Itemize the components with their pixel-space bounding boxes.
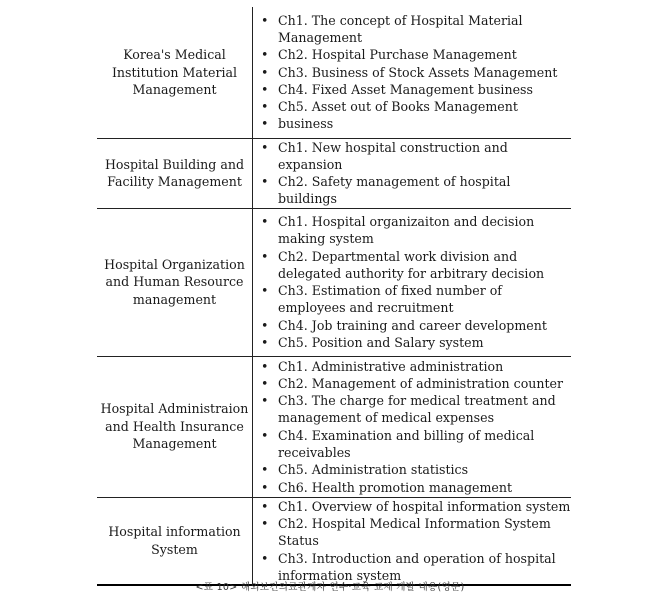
category-label: Hospital Organization and Human Resource management xyxy=(104,256,245,307)
bullet-icon: • xyxy=(261,139,269,155)
bullet-icon: • xyxy=(261,214,269,229)
table-row xyxy=(97,138,571,208)
chapter-text: Ch4. Fixed Asset Management business xyxy=(278,81,533,97)
bullet-icon: • xyxy=(261,174,269,190)
bullet-icon: • xyxy=(261,64,269,80)
chapter-text: Ch2. Hospital Purchase Management xyxy=(278,47,517,63)
category-cell xyxy=(97,208,253,356)
chapter-text: Ch1. Hospital organizaiton and decision making system xyxy=(278,214,535,247)
bullet-icon: • xyxy=(261,335,269,351)
chapters-cell xyxy=(253,208,572,356)
bullet-icon: • xyxy=(261,116,269,132)
chapter-text: Ch3. Introduction and operation of hospital information system xyxy=(278,550,556,583)
bullet-icon: • xyxy=(261,479,269,495)
chapter-text: Ch3. Business of Stock Assets Management xyxy=(278,64,558,80)
chapter-item xyxy=(261,427,571,462)
table-caption: <표 10> 해외보건의료관계자 연수·교육 교재 개발 내용(영문) xyxy=(195,582,465,593)
category-label: Hospital information System xyxy=(108,524,241,557)
chapter-text: Ch3. Estimation of fixed number of employees and recruitment xyxy=(278,283,502,316)
bullet-icon: • xyxy=(261,99,269,115)
bullet-icon: • xyxy=(261,248,269,264)
chapter-text: business xyxy=(278,116,334,132)
bullet-icon: • xyxy=(261,498,269,514)
chapter-text: Ch3. The charge for medical treatment and management of medical expenses xyxy=(278,393,556,426)
category-cell xyxy=(97,356,253,497)
chapter-item xyxy=(261,515,571,550)
chapter-text: Ch4. Examination and billing of medical receivables xyxy=(278,427,535,460)
bullet-icon: • xyxy=(261,47,269,63)
chapter-text: Ch2. Safety management of hospital buildings xyxy=(278,174,511,207)
chapter-text: Ch1. Administrative administration xyxy=(278,358,504,374)
bullet-icon: • xyxy=(261,358,269,374)
chapter-item xyxy=(261,498,571,515)
category-label: Korea's Medical Institution Material Management xyxy=(111,47,238,97)
bullet-icon: • xyxy=(261,375,269,391)
chapter-item xyxy=(261,98,571,115)
bullet-icon: • xyxy=(261,550,269,566)
chapter-item xyxy=(261,64,571,81)
chapters-cell xyxy=(253,356,572,497)
chapter-item xyxy=(261,46,571,63)
curriculum-table-container xyxy=(97,7,571,586)
category-label: Hospital Building and Facility Management xyxy=(104,156,245,190)
chapter-text: Ch1. The concept of Hospital Material Management xyxy=(278,12,523,45)
chapter-text: Ch6. Health promotion management xyxy=(278,479,513,495)
chapter-item xyxy=(261,334,571,351)
chapter-text: Ch4. Job training and career development xyxy=(278,317,547,333)
table-row xyxy=(97,7,571,138)
chapter-item xyxy=(261,12,571,47)
table-row xyxy=(97,208,571,356)
category-cell xyxy=(97,497,253,585)
chapter-item xyxy=(261,358,571,375)
category-label: Hospital Administraion and Health Insurance Management xyxy=(100,401,249,452)
bullet-icon: • xyxy=(261,462,269,478)
table-row xyxy=(97,497,571,585)
chapter-text: Ch5. Asset out of Books Management xyxy=(278,99,518,115)
curriculum-table-body xyxy=(97,7,571,585)
chapter-text: Ch1. New hospital construction and expansion xyxy=(278,139,508,172)
category-cell xyxy=(97,7,253,138)
bullet-icon: • xyxy=(261,515,269,531)
chapter-text: Ch2. Departmental work division and delegated authority for arbitrary decision xyxy=(278,248,545,281)
chapter-text: Ch5. Position and Salary system xyxy=(278,335,484,351)
chapter-item xyxy=(261,375,571,392)
chapter-item xyxy=(261,213,571,248)
chapter-item xyxy=(261,115,571,132)
bullet-icon: • xyxy=(261,283,269,299)
chapter-item xyxy=(261,461,571,478)
category-cell xyxy=(97,138,253,208)
chapters-cell xyxy=(253,497,572,585)
chapter-item xyxy=(261,479,571,496)
curriculum-table xyxy=(97,7,571,586)
chapter-item xyxy=(261,317,571,334)
chapter-list xyxy=(261,213,571,351)
chapter-text: Ch2. Management of administration counter xyxy=(278,375,564,391)
chapter-list xyxy=(261,139,571,208)
bullet-icon: • xyxy=(261,393,269,409)
chapter-list xyxy=(261,358,571,496)
chapter-list xyxy=(261,498,571,584)
chapter-item xyxy=(261,392,571,427)
chapter-text: Ch2. Hospital Medical Information System Status xyxy=(278,515,551,549)
chapter-item xyxy=(261,173,571,208)
chapters-cell xyxy=(253,7,572,138)
chapter-item xyxy=(261,282,571,317)
chapter-item xyxy=(261,139,571,174)
bullet-icon: • xyxy=(261,81,269,97)
chapters-cell xyxy=(253,138,572,208)
bullet-icon: • xyxy=(261,317,269,333)
chapter-text: Ch5. Administration statistics xyxy=(278,462,469,478)
chapter-item xyxy=(261,81,571,98)
chapter-text: Ch1. Overview of hospital information system xyxy=(278,498,571,514)
table-row xyxy=(97,356,571,497)
bullet-icon: • xyxy=(261,427,269,443)
chapter-list xyxy=(261,12,571,133)
bullet-icon: • xyxy=(261,12,269,28)
chapter-item xyxy=(261,248,571,283)
